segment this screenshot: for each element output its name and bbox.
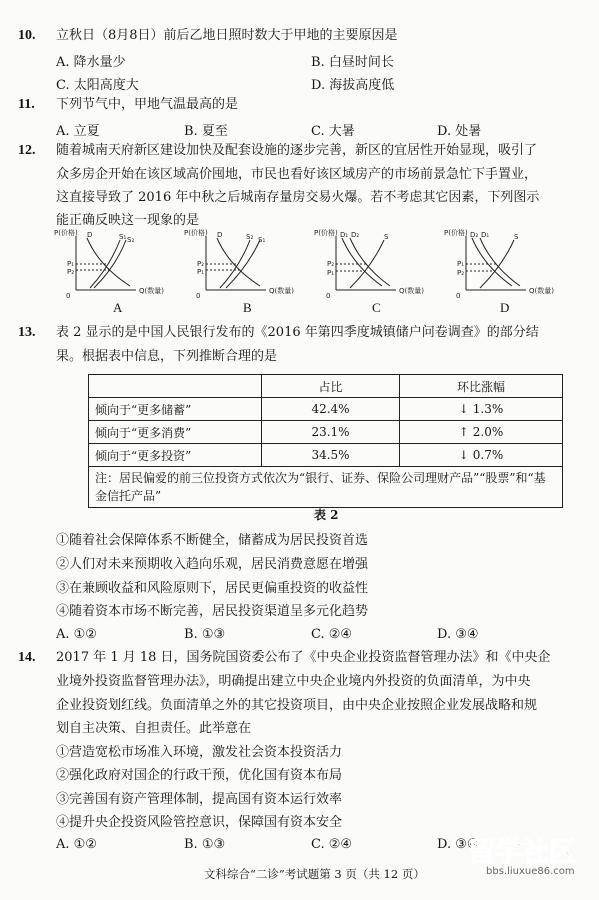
graph-a-supply-curve-2 xyxy=(94,240,126,288)
arrow-down-icon: ↓ xyxy=(458,448,469,462)
page-footer: 文科综合“二诊”考试题第 3 页（共 12 页） xyxy=(204,867,425,881)
graph-b-label-d: D xyxy=(217,231,223,239)
supply-demand-graph-c xyxy=(314,226,440,298)
q14-line-4: 划自主决策、自担责任。此举意在 xyxy=(56,721,252,736)
graph-a-caption: A xyxy=(113,300,123,315)
q14-option-b: B. ①③ xyxy=(184,837,226,852)
arrow-down-icon: ↓ xyxy=(458,402,469,416)
graph-c-origin: 0 xyxy=(326,292,331,298)
table-row-label: 倾向于“更多储蓄” xyxy=(89,398,262,421)
graph-c-label-d2: D₂ xyxy=(351,231,360,239)
q10-option-b: B. 白昼时间长 xyxy=(311,55,394,70)
graph-b-y-axis-label: P(价格) xyxy=(184,229,208,237)
q14-statement-1: ①营造宽松市场准入环境，激发社会资本投资活力 xyxy=(56,745,343,760)
table-row-change: 2.0% xyxy=(472,425,504,439)
q14-statement-2: ②强化政府对国企的行政干预，优化国有资本布局 xyxy=(56,768,343,783)
q12-line-1: 随着城南天府新区建设加快及配套设施的逐步完善，新区的宜居性开始显现，吸引了 xyxy=(56,143,538,158)
graph-d-label-s: S xyxy=(514,233,519,241)
q11-option-a: A. 立夏 xyxy=(56,124,100,139)
q10-option-d: D. 海拔高度低 xyxy=(311,78,395,93)
q12-line-3: 这直接导致了 2016 年中秋之后城南存量房交易火爆。若不考虑其它因素，下列图示 xyxy=(56,190,540,205)
table-row-label: 倾向于“更多投资” xyxy=(89,444,262,467)
savings-survey-table xyxy=(88,374,563,508)
graph-d-label-d1: D₁ xyxy=(481,231,490,239)
graph-a-label-s2: S₂ xyxy=(127,236,135,244)
q13-option-c: C. ②④ xyxy=(311,627,353,642)
q14-line-1: 2017 年 1 月 18 日，国务院国资委公布了《中央企业投资监督管理办法》和《中央企 xyxy=(56,650,551,665)
graph-b-label-s2: S₂ xyxy=(246,233,254,241)
table-row-change: 1.3% xyxy=(472,402,504,416)
q14-line-3: 企业投资划红线。负面清单之外的其它投资项目，由中央企业按照企业发展战略和规 xyxy=(56,698,538,713)
table-row-share: 42.4% xyxy=(262,398,400,421)
graph-a-label-s1: S₁ xyxy=(119,233,127,241)
q13-statement-1: ①随着社会保障体系不断健全，储蓄成为居民投资首选 xyxy=(56,533,369,548)
watermark-logo xyxy=(466,836,596,880)
supply-demand-graph-a xyxy=(54,226,180,298)
graph-a-y-axis-label: P(价格) xyxy=(54,229,78,237)
table-header-share: 占比 xyxy=(262,375,400,398)
q13-option-b: B. ①③ xyxy=(184,627,226,642)
graph-b-demand-curve xyxy=(217,238,260,286)
q14-line-2: 业境外投资监督管理办法》，明确提出建立中央企业境内外投资的负面清单，为中央 xyxy=(56,674,531,689)
table-row-share: 23.1% xyxy=(262,421,400,444)
q10-option-a: A. 降水量少 xyxy=(56,55,126,70)
q13-option-a: A. ①② xyxy=(56,627,97,642)
table-row-label: 倾向于“更多消费” xyxy=(89,421,262,444)
graph-b-label-p2: P₂ xyxy=(197,260,205,268)
watermark-url: bbs.liuxue86.com xyxy=(486,866,575,877)
supply-demand-graph-b xyxy=(184,226,310,298)
graph-b-x-axis-label: Q(数量) xyxy=(269,287,294,295)
table-row-change: 0.7% xyxy=(472,448,504,462)
graph-d-caption: D xyxy=(500,300,510,315)
arrow-up-icon: ↑ xyxy=(458,425,469,439)
table-row-change-cell xyxy=(400,444,563,467)
table-note-row xyxy=(89,467,563,508)
graph-d-supply-curve xyxy=(480,240,514,288)
q11-number: 11. xyxy=(18,97,35,112)
q14-option-d: D. ③④ xyxy=(437,837,479,852)
graph-c-label-s: S xyxy=(384,233,389,241)
table-header-row xyxy=(89,375,563,398)
graph-a-x-axis-label: Q(数量) xyxy=(139,287,164,295)
q13-line-2: 果。根据表中信息，下列推断合理的是 xyxy=(56,349,278,364)
graph-d-label-d2: D₂ xyxy=(470,231,479,239)
watermark-logo-glyphs xyxy=(466,836,596,866)
graph-b-origin: 0 xyxy=(196,292,201,298)
table-note: 注：居民偏爱的前三位投资方式依次为“银行、证券、保险公司理财产品”“股票”和“基金信托产品” xyxy=(89,467,563,508)
graph-d-label-p1: P₁ xyxy=(457,260,465,268)
q10-stem: 立秋日（8月8日）前后乙地日照时数大于甲地的主要原因是 xyxy=(56,28,398,43)
graph-c-x-axis-label: Q(数量) xyxy=(399,287,424,295)
table-row xyxy=(89,444,563,467)
graph-a-label-p1: P₁ xyxy=(67,260,75,268)
q13-statement-3: ③在兼顾收益和风险原则下，居民更偏重投资的收益性 xyxy=(56,581,369,596)
q12-number: 12. xyxy=(18,143,36,158)
graph-d-y-axis-label: P(价格) xyxy=(444,229,468,237)
graph-d-demand-curve-2 xyxy=(472,238,512,286)
graph-a-label-p2: P₂ xyxy=(67,268,75,276)
table-header-change: 环比涨幅 xyxy=(400,375,563,398)
graph-b-label-s1: S₁ xyxy=(258,236,266,244)
q14-statement-3: ③完善国有资产管理体制，提高国有资本运行效率 xyxy=(56,792,343,807)
q12-line-4: 能正确反映这一现象的是 xyxy=(56,213,200,228)
q12-line-2: 众多房企开始在该区域高价囤地，市民也看好该区域房产的市场前景急忙下手置业， xyxy=(56,167,538,182)
svg-text:留学社区: 留学社区 xyxy=(468,837,576,866)
table-row-change-cell xyxy=(400,421,563,444)
graph-b-caption: B xyxy=(243,300,252,315)
q11-option-d: D. 处暑 xyxy=(437,124,482,139)
q14-number: 14. xyxy=(18,650,36,665)
q10-option-c: C. 太阳高度大 xyxy=(56,78,139,93)
q13-statement-2: ②人们对未来预期收入趋向乐观，居民消费意愿在增强 xyxy=(56,557,369,572)
graph-c-y-axis-label: P(价格) xyxy=(314,229,338,237)
table-header-empty xyxy=(89,375,262,398)
supply-demand-graph-d xyxy=(444,226,570,298)
graph-c-demand-curve-1 xyxy=(342,238,382,286)
graph-c-label-p2: P₂ xyxy=(327,260,335,268)
graph-a-origin: 0 xyxy=(66,292,71,298)
q13-statement-4: ④随着资本市场不断完善，居民投资渠道呈多元化趋势 xyxy=(56,604,369,619)
q11-stem: 下列节气中，甲地气温最高的是 xyxy=(56,97,239,112)
graph-c-supply-curve xyxy=(350,240,384,288)
table-row xyxy=(89,421,563,444)
q11-option-c: C. 大暑 xyxy=(311,124,355,139)
table-caption: 表 2 xyxy=(314,508,339,522)
q13-number: 13. xyxy=(18,325,36,340)
q14-option-a: A. ①② xyxy=(56,837,97,852)
q13-line-1: 表 2 显示的是中国人民银行发布的《2016 年第四季度城镇储户问卷调查》的部分结 xyxy=(56,325,539,340)
graph-d-x-axis-label: Q(数量) xyxy=(529,287,554,295)
graph-d-origin: 0 xyxy=(456,292,461,298)
graph-c-caption: C xyxy=(372,300,381,315)
graph-d-label-p2: P₂ xyxy=(457,269,465,277)
q11-option-b: B. 夏至 xyxy=(184,124,228,139)
q14-statement-4: ④提升央企投资风险管控意识，保障国有资本安全 xyxy=(56,815,343,830)
graph-b-label-p1: P₁ xyxy=(197,268,205,276)
graph-c-label-d1: D₁ xyxy=(340,231,349,239)
q13-option-d: D. ③④ xyxy=(437,627,479,642)
graph-c-label-p1: P₁ xyxy=(327,269,335,277)
q14-option-c: C. ②④ xyxy=(311,837,353,852)
table-row-share: 34.5% xyxy=(262,444,400,467)
q10-number: 10. xyxy=(18,28,36,43)
table-row-change-cell xyxy=(400,398,563,421)
graph-a-label-d: D xyxy=(87,231,93,239)
table-row xyxy=(89,398,563,421)
